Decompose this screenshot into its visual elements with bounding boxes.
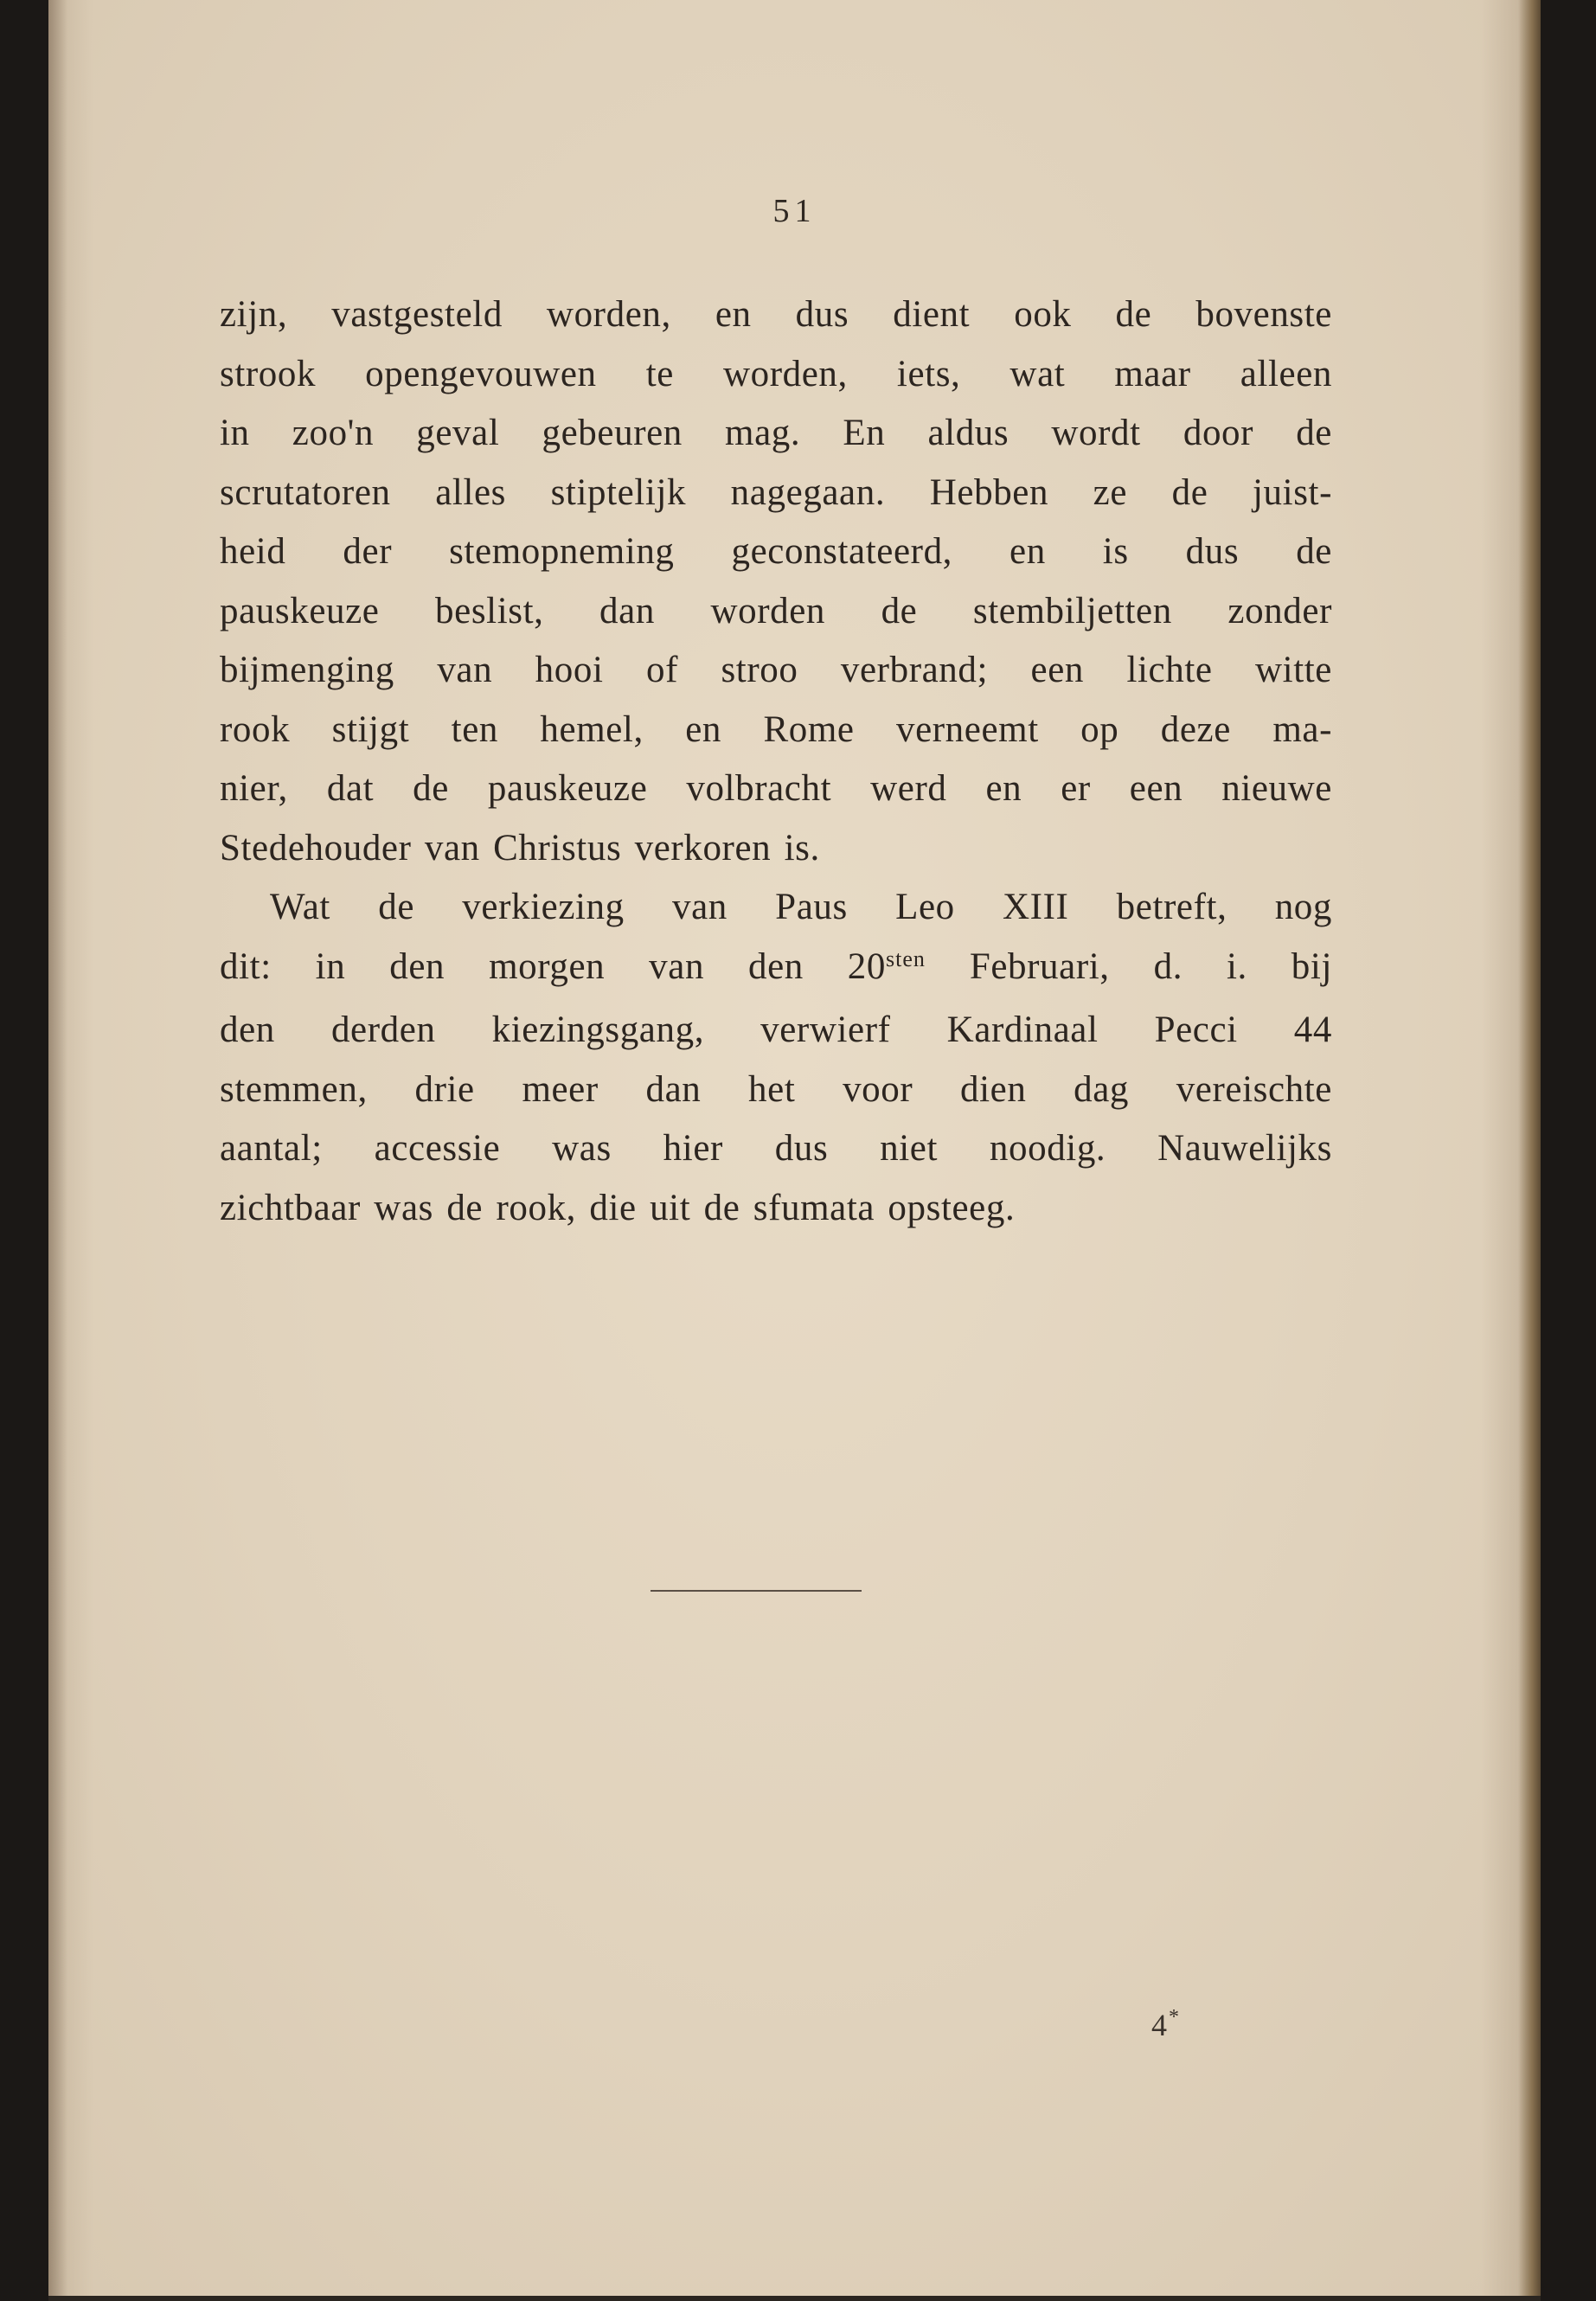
page-right-edge xyxy=(1518,0,1541,2301)
text-line: zichtbaar was de rook, die uit de sfumata opsteeg. xyxy=(220,1187,1016,1228)
text-line: strook opengevouwen te worden, iets, wat maar alleen xyxy=(220,353,1332,394)
text-line: in zoo'n geval gebeuren mag. En aldus wordt door de xyxy=(220,413,1332,453)
text-line: heid der stemopneming geconstateerd, en is dus de xyxy=(220,531,1332,572)
signature-asterisk: * xyxy=(1169,2006,1179,2029)
page-gutter-shadow xyxy=(48,0,67,2301)
body-text xyxy=(220,285,1332,1238)
text-fragment: Februari, d. i. bij xyxy=(925,945,1332,987)
text-line: den derden kiezingsgang, verwierf Kardinaal Pecci 44 xyxy=(220,1009,1332,1050)
paragraph-2 xyxy=(220,878,1332,1238)
text-line-with-superscript xyxy=(220,938,1332,1002)
text-line: zijn, vastgesteld worden, en dus dient ook de bovenste xyxy=(220,294,1332,335)
section-end-rule xyxy=(651,1590,862,1592)
book-page xyxy=(48,0,1541,2301)
page-number: 51 xyxy=(772,193,817,229)
text-line: Wat de verkiezing van Paus Leo XIII betreft, nog xyxy=(270,887,1332,927)
signature-number: 4 xyxy=(1151,2008,1167,2042)
text-line: Stedehouder van Christus verkoren is. xyxy=(220,827,820,868)
text-line: scrutatoren alles stiptelijk nagegaan. Hebben ze de juist- xyxy=(220,471,1332,513)
text-line: stemmen, drie meer dan het voor dien dag vereischte xyxy=(220,1068,1332,1110)
paragraph-1 xyxy=(220,285,1332,878)
text-line: pauskeuze beslist, dan worden de stembiljetten zonder xyxy=(220,590,1332,631)
page-bottom-edge xyxy=(48,2296,1541,2301)
text-line: rook stijgt ten hemel, en Rome verneemt op deze ma- xyxy=(220,708,1332,750)
signature-mark xyxy=(1151,2007,1179,2043)
text-line: aantal; accessie was hier dus niet noodig. Nauwelijks xyxy=(220,1128,1332,1169)
text-line: bijmenging van hooi of stroo verbrand; een lichte witte xyxy=(220,650,1332,690)
text-fragment: dit: in den morgen van den 20 xyxy=(220,945,887,987)
superscript: sten xyxy=(886,945,926,971)
text-line: nier, dat de pauskeuze volbracht werd en er een nieuwe xyxy=(220,768,1332,809)
